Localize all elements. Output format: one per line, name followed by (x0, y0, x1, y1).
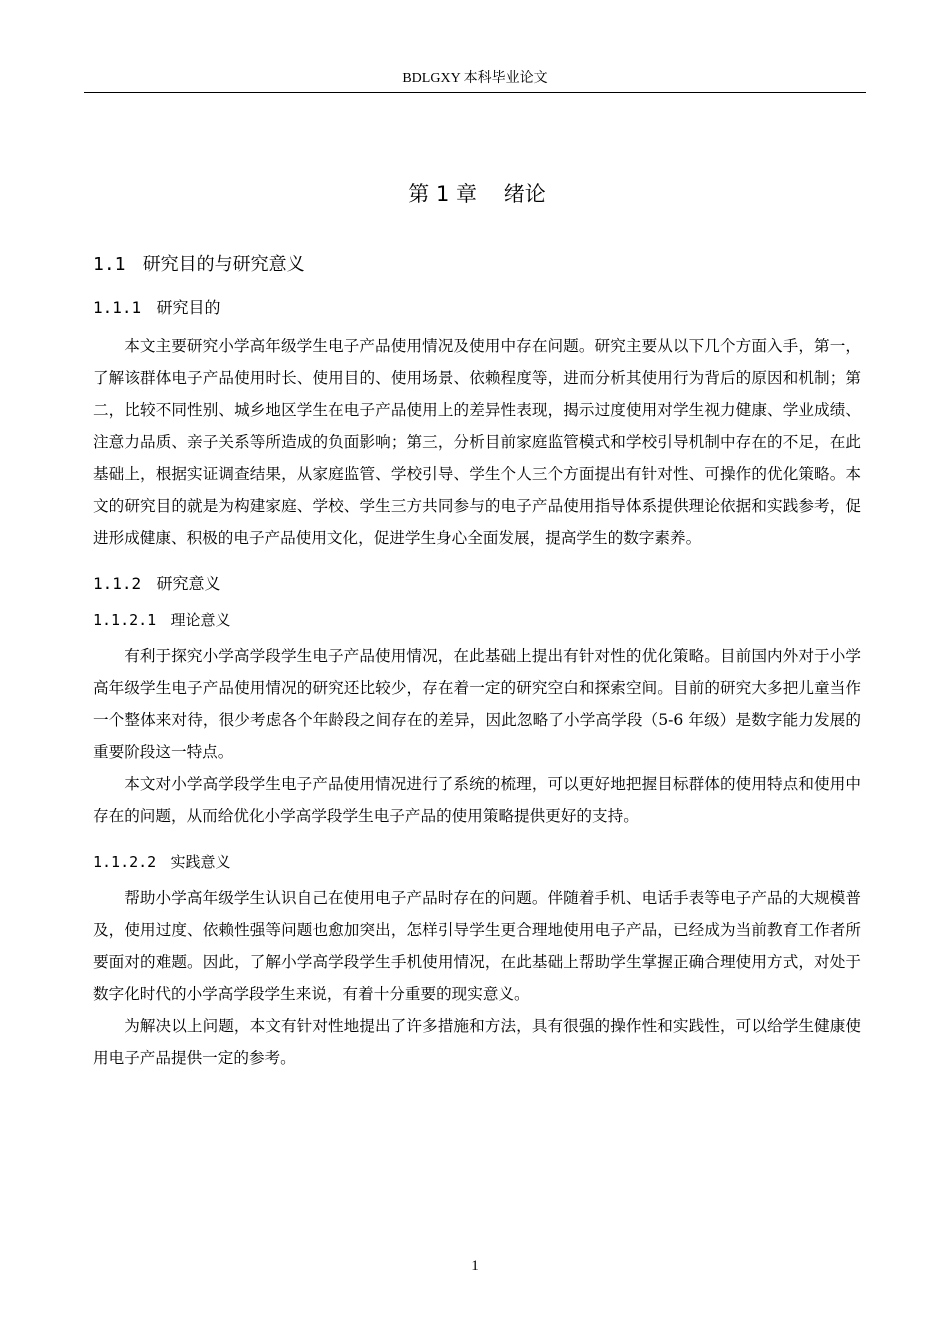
section-title: 研究意义 (156, 574, 221, 593)
section-heading-1-1 (93, 250, 861, 280)
section-heading-1-1-1 (93, 294, 861, 322)
page-content (93, 176, 861, 1074)
paragraph-theory-2: 本文对小学高学段学生电子产品使用情况进行了系统的梳理，可以更好地把握目标群体的使用特点和使用中存在的问题，从而给优化小学高学段学生电子产品的使用策略提供更好的支持。 (93, 775, 861, 825)
paragraph-research-purpose: 本文主要研究小学高年级学生电子产品使用情况及使用中存在问题。研究主要从以下几个方面入手，第一，了解该群体电子产品使用时长、使用目的、使用场景、依赖程度等，进而分析其使用行为背后的原因和机制；第二，比较不同性别、城乡地区学生在电子产品使用上的差异性表现，揭示过度使用对学生视力健康、学业成绩、注意力品质、亲子关系等所造成的负面影响；第三，分析目前家庭监管模式和学校引导机制中存在的不足，在此基础上，根据实证调查结果，从家庭监管、学校引导、学生个人三个方面提出有针对性、可操作的优化策略。本文的研究目的就是为构建家庭、学校、学生三方共同参与的电子产品使用指导体系提供理论依据和实践参考，促进形成健康、积极的电子产品使用文化，促进学生身心全面发展，提高学生的数字素养。 (93, 337, 861, 547)
section-title: 理论意义 (170, 611, 231, 629)
section-number: 1.1.1 (93, 298, 142, 317)
section-title: 研究目的 (156, 298, 221, 317)
chapter-title: 第 1 章 绪论 (408, 182, 546, 206)
paragraph-practice-1: 帮助小学高年级学生认识自己在使用电子产品时存在的问题。伴随着手机、电话手表等电子产品的大规模普及，使用过度、依赖性强等问题也愈加突出，怎样引导学生更合理地使用电子产品，已经成为当前教育工作者所要面对的难题。因此，了解小学高学段学生手机使用情况，在此基础上帮助学生掌握正确合理使用方式，对处于数字化时代的小学高学段学生来说，有着十分重要的现实意义。 (93, 889, 861, 1003)
section-title: 实践意义 (170, 853, 231, 871)
section-title: 研究目的与研究意义 (142, 254, 305, 275)
page-number: 1 (471, 1258, 479, 1274)
section-number: 1.1.2.2 (93, 853, 157, 871)
paragraph-practice-2: 为解决以上问题，本文有针对性地提出了许多措施和方法，具有很强的操作性和实践性，可以给学生健康使用电子产品提供一定的参考。 (93, 1017, 861, 1067)
page-header: BDLGXY 本科毕业论文 (84, 70, 866, 93)
section-number: 1.1 (93, 254, 126, 275)
paragraph-theory-1: 有利于探究小学高学段学生电子产品使用情况，在此基础上提出有针对性的优化策略。目前国内外对于小学高年级学生电子产品使用情况的研究还比较少，存在着一定的研究空白和探索空间。目前的研究大多把儿童当作一个整体来对待，很少考虑各个年龄段之间存在的差异，因此忽略了小学高学段（5-6 年级）是数字能力发展的重要阶段这一特点。 (93, 647, 861, 761)
section-heading-1-1-2 (93, 570, 861, 598)
section-number: 1.1.2 (93, 574, 142, 593)
section-heading-1-1-2-1 (93, 606, 861, 634)
section-heading-1-1-2-2 (93, 848, 861, 876)
section-number: 1.1.2.1 (93, 611, 157, 629)
